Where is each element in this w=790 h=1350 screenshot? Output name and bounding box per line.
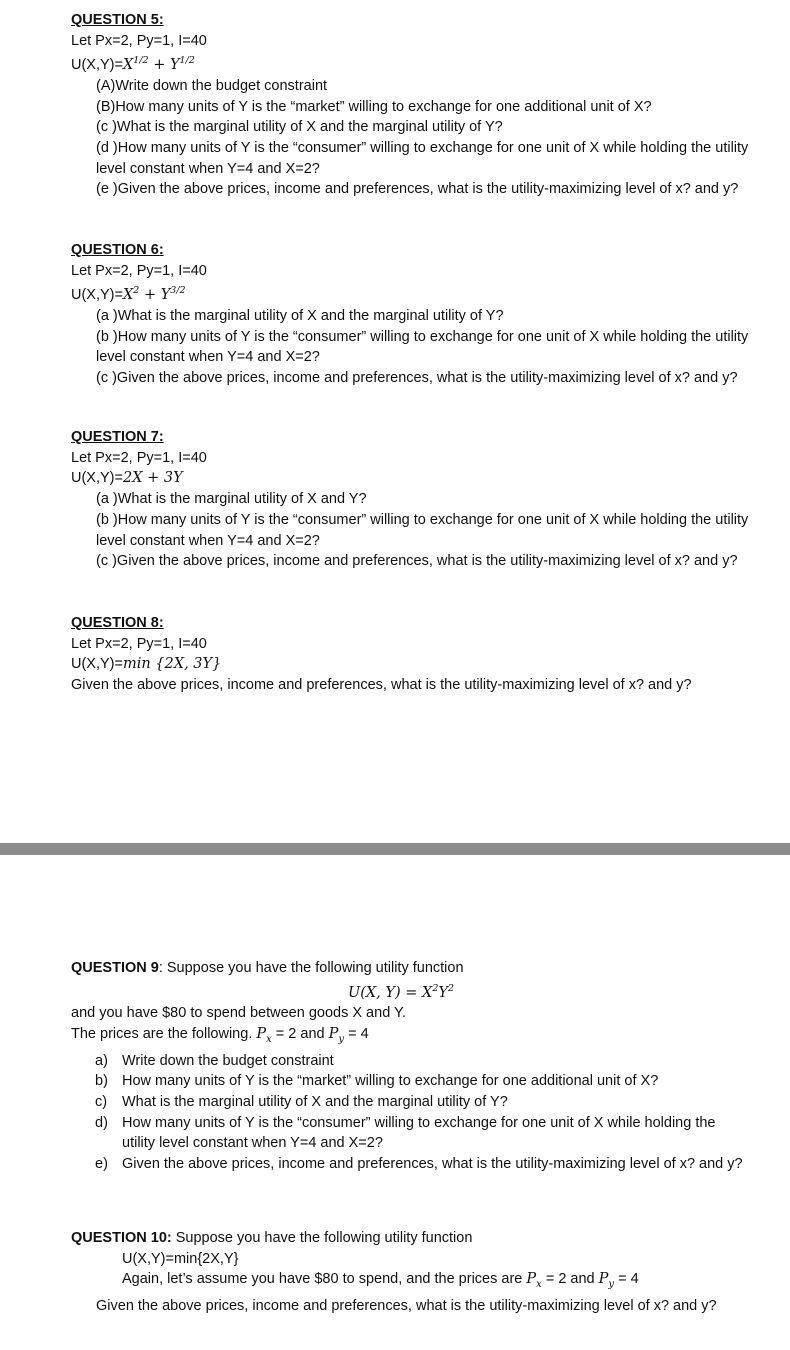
page-divider [0,843,790,855]
question-6-title: QUESTION 6: [71,242,164,258]
question-9-item-b: b) How many units of Y is the “market” willing to exchange for one additional unit of X? [95,1073,659,1090]
question-8-title: QUESTION 8: [71,615,164,631]
question-5-utility: $U(X,Y)=X^{1/2} + Y^{1/2}$ [71,55,195,74]
question-9-item-c: c) What is the marginal utility of X and the marginal utility of Y? [95,1093,508,1110]
question-6-utility: $U(X,Y)=X^2 + Y^{3/2}$ [71,285,186,304]
question-9 [71,958,761,1175]
question-9-item-a: a) Write down the budget constraint [95,1052,334,1069]
question-7-item-c: (c )Given the above prices, income and preferences, what is the utility-maximizing level of x? and y? [96,553,738,570]
question-5-item-b: (B)How many units of Y is the “market” willing to exchange for one additional unit of X? [96,98,652,115]
question-7 [71,427,761,572]
question-9-heading: QUESTION 9: Suppose you have the following utility function [71,960,464,976]
question-8-prices: Let Px=2, Py=1, I=40 [71,635,207,652]
question-8-question: Given the above prices, income and preferences, what is the utility-maximizing level of x? and y? [71,677,692,694]
question-10-title: QUESTION 10: [71,1230,172,1246]
question-9-utility: U(X, $Y) = X^2Y^2$ [347,982,454,1001]
question-7-item-a: (a )What is the marginal utility of X and Y? [96,491,367,508]
question-7-prices: Let Px=2, Py=1, I=40 [71,449,207,466]
question-7-item-b: (b )How many units of Y is the “consumer” willing to exchange for one unit of X while holding the utility level constant when Y=4 and X=2? [96,511,749,549]
question-5-item-c: (c )What is the marginal utility of X and the marginal utility of Y? [96,119,503,136]
question-10-again: Again, let’s assume you have $80 to spend, and the prices are $P_x = 2$ and $P_y = 4$ [122,1271,639,1291]
question-5 [71,10,761,200]
question-8-utility: U(X,Y)=min {2X, 3Y} [71,656,222,673]
question-6-item-c: (c )Given the above prices, income and preferences, what is the utility-maximizing level of x? and y? [96,370,738,387]
question-5-item-a: (A)Write down the budget constraint [96,77,328,94]
question-10-heading: QUESTION 10: Suppose you have the following utility function [71,1230,473,1246]
question-9-item-e: e) Given the above prices, income and preferences, what is the utility-maximizing level of x? and y? [95,1156,743,1173]
question-6-item-a: (a )What is the marginal utility of X and the marginal utility of Y? [96,307,504,324]
question-10 [71,1228,761,1317]
question-6-prices: Let Px=2, Py=1, I=40 [71,262,207,279]
question-5-item-d: (d )How many units of Y is the “consumer” willing to exchange for one unit of X while holding the utility level constant when Y=4 and X=2? [96,140,749,177]
question-9-prices: The prices are the following. $P_x = 2$ and $P_y = 4$ [71,1025,369,1045]
question-9-title: QUESTION 9 [71,960,159,976]
question-5-prices: Let Px=2, Py=1, I=40 [71,32,207,49]
question-5-title: QUESTION 5: [71,12,164,28]
question-8 [71,613,761,696]
page-2 [0,855,790,1350]
question-6 [71,240,761,389]
question-5-item-e: (e )Given the above prices, income and preferences, what is the utility-maximizing level of x? and y? [96,181,739,198]
question-7-utility: U(X,Y)=2X + 3Y [71,470,183,487]
question-7-title: QUESTION 7: [71,429,164,445]
question-6-item-b: (b )How many units of Y is the “consumer” willing to exchange for one unit of X while holding the utility level constant when Y=4 and X=2? [96,328,749,366]
question-10-question: Given the above prices, income and preferences, what is the utility-maximizing level of x? and y? [96,1298,717,1314]
question-10-utility: U(X,Y)=min{2X,Y} [122,1250,239,1267]
question-9-item-d: d) How many units of Y is the “consumer” willing to exchange for one unit of X while holding the utility level constant when Y=4 and X=2? [95,1114,716,1152]
question-9-spend: and you have $80 to spend between goods X and Y. [71,1005,406,1022]
